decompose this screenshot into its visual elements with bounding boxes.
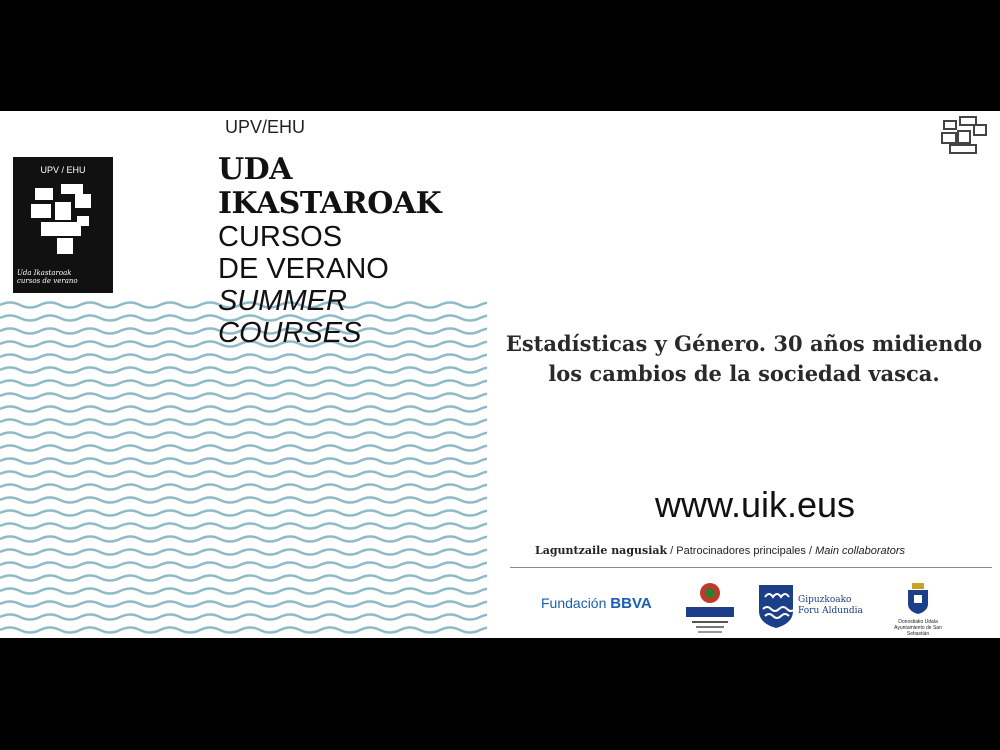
wave-line: [0, 394, 487, 399]
wave-line: [0, 498, 487, 503]
bbva-prefix: Fundación: [541, 595, 607, 611]
wave-line: [0, 537, 487, 542]
wave-line: [0, 446, 487, 451]
wave-line: [0, 615, 487, 620]
donostia-crest-icon: [906, 583, 930, 615]
title-line-de-verano: DE VERANO: [218, 253, 389, 285]
donostia-line1: Donostiako Udala: [898, 619, 938, 625]
wave-line: [0, 589, 487, 594]
website-url[interactable]: www.uik.eus: [654, 484, 856, 525]
wave-line: [0, 550, 487, 555]
letterbox-top: [0, 0, 1000, 111]
donostia-line2: Ayuntamiento de San Sebastián: [894, 625, 942, 637]
collab-label-en: Main collaborators: [815, 545, 905, 557]
upv-ehu-logo-icon: [31, 182, 95, 260]
bbva-name: BBVA: [610, 595, 652, 612]
wave-line: [0, 381, 487, 386]
wave-line: [0, 420, 487, 425]
gipuzkoa-shield-icon: [757, 583, 795, 629]
course-title-line2: los cambios de la sociedad vasca.: [548, 361, 940, 386]
sponsor-fundacion-bbva: [541, 595, 652, 612]
university-logo: [13, 157, 113, 293]
wave-line: [0, 433, 487, 438]
logo-top-text: UPV / EHU: [40, 165, 86, 175]
logo-bottom-line2: cursos de verano: [17, 277, 78, 285]
collab-label-eu: Laguntzaile nagusiak: [535, 544, 668, 557]
wave-line: [0, 485, 487, 490]
wave-line: [0, 407, 487, 412]
wave-line: [0, 524, 487, 529]
wave-line: [0, 472, 487, 477]
waves-pattern: [0, 301, 487, 638]
basque-government-logo-icon: [686, 581, 734, 638]
sponsor-donostia: [888, 583, 948, 638]
collaborators-divider: [510, 567, 992, 568]
wave-line: [0, 628, 487, 633]
wave-line: [0, 459, 487, 464]
wave-line: [0, 511, 487, 516]
letterbox-bottom: [0, 638, 1000, 750]
collab-sep-1: /: [667, 545, 677, 557]
wave-line: [0, 355, 487, 360]
title-line-ikastaroak: IKASTAROAK: [218, 186, 442, 221]
collab-label-es: Patrocinadores principales: [676, 545, 806, 557]
upv-ehu-label: UPV/EHU: [225, 117, 306, 137]
title-line-cursos: CURSOS: [218, 221, 343, 253]
upv-ehu-corner-logo-icon: [940, 115, 990, 157]
course-slide: [0, 111, 1000, 638]
collab-sep-2: /: [805, 545, 816, 557]
wave-line: [0, 602, 487, 607]
collaborators-label: [535, 544, 905, 557]
wave-line: [0, 563, 487, 568]
course-title-line1: Estadísticas y Género. 30 años midiendo: [505, 331, 983, 356]
program-title: [218, 153, 441, 349]
wave-line: [0, 368, 487, 373]
wave-line: [0, 576, 487, 581]
logo-bottom-line1: Uda Ikastaroak: [17, 269, 72, 277]
gipuzkoa-line1: Gipuzkoako: [798, 595, 852, 605]
title-line-summer: SUMMER: [218, 285, 347, 317]
course-title: [488, 329, 1000, 389]
title-line-uda: UDA: [218, 152, 292, 187]
title-line-courses: COURSES: [218, 317, 362, 349]
gipuzkoa-line2: Foru Aldundia: [798, 606, 863, 616]
sponsor-gipuzkoa: [798, 595, 863, 617]
